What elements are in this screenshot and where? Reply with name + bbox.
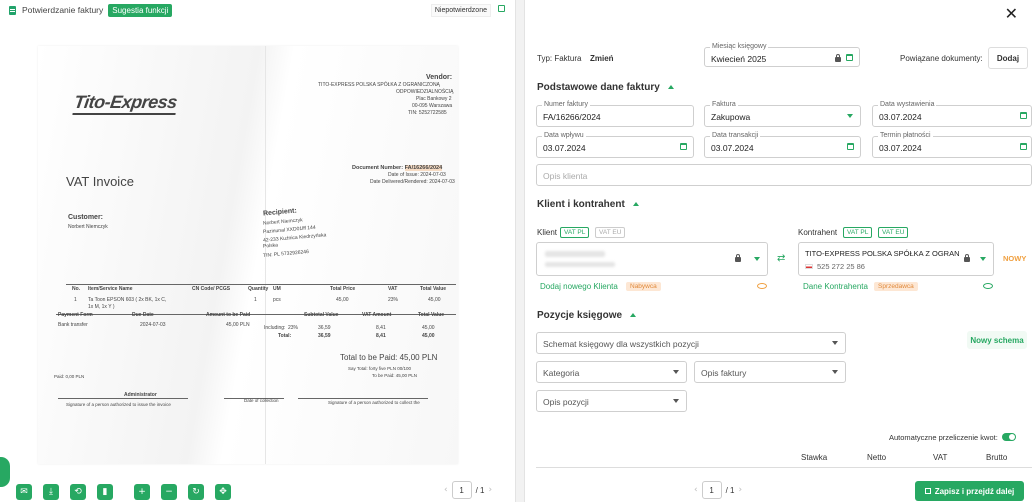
contractor-select[interactable] <box>798 242 994 276</box>
total-label: Total to be Paid: <box>340 353 398 362</box>
feature-suggestion-button[interactable]: Sugestia funkcji <box>108 4 172 17</box>
section-label: Podstawowe dane faktury <box>537 82 660 93</box>
col-cn: CN Code/ PCGS <box>192 286 231 292</box>
invoice-kind-select[interactable] <box>704 101 861 127</box>
delete-icon[interactable]: ▮ <box>97 484 113 500</box>
add-related-doc-button[interactable]: Dodaj <box>988 47 1028 69</box>
vendor-line: Plac Bankowy 2 <box>416 96 452 102</box>
customer-name: Norbert Niemczyk <box>68 224 108 230</box>
zoom-out-icon[interactable]: − <box>161 484 177 500</box>
invoice-preview-panel <box>0 0 515 502</box>
lock-icon <box>964 257 970 262</box>
lock-icon <box>735 257 741 262</box>
field-placeholder: Opis faktury <box>701 368 747 378</box>
chevron-up-icon <box>633 202 639 206</box>
col-total-value: Total Value <box>420 286 447 292</box>
next-page-icon[interactable]: › <box>738 485 743 495</box>
signature-collector: Signature of a person authorized to collect the <box>328 400 420 405</box>
collection-date: Date of collection <box>244 398 279 403</box>
field-label: Numer faktury <box>544 101 588 108</box>
doc-number: FA/16266/2024 <box>404 165 443 171</box>
doc-title: VAT Invoice <box>66 174 134 189</box>
next-page-icon[interactable]: › <box>488 485 493 495</box>
invoice-scan: Vendor: TITO-EXPRESS POLSKA SPÓŁKA Z OGRANICZONĄ ODPOWIEDZIALNOŚCIĄ Plac Bankowy 2 00-095 Warszawa TIN: 5252722585 Tito-Express VAT Invoice Document Number: FA/16266/2024 Date of Issue: 2024-07-03 Date Delivered/Rendered: 2024-07-03 Customer: Norbert Niemczyk Recipient: Norbert Niemczyk Pazinunal XXD01lff 144 42-233 Kuźnica Kiedrzyńska Polska TIN: PL 5732926246 No. Item/Service Name CN Code/ PCGS Quantity UM Total Price VAT Total Value 1 Ta Toon EPSON 603 ( 2x BK, 1x C, 1x M, 1x Y ) 1 pcs 45,00 23% 45,00 Payment Form Due Date Amount to be Paid Subtotal Value VAT Amount Total Value Bank transfer 2024-07-03 45,00 PLN Including: 23% 36,59 8,41 45,00 Total: 36,59 8,41 45,00 Total to be Paid: 45,00 PLN Say Total: forty five PLN 00/100 To be Paid: 45,00 PLN Paid: 0,00 PLN Administrator Signature of a person authorized to issue the invoice Date of collection Signature of a person authorized to collect the <box>38 46 458 464</box>
signature-issuer: Signature of a person authorized to issue the invoice <box>66 402 171 407</box>
recipient-line: Polska <box>262 242 279 250</box>
field-value: 03.07.2024 <box>543 143 586 153</box>
auto-calc-toggle[interactable] <box>1002 433 1016 441</box>
save-button-label: Zapisz i przejdź dalej <box>934 486 1015 496</box>
zoom-in-icon[interactable]: + <box>134 484 150 500</box>
client-nip-redacted <box>545 262 615 267</box>
transaction-date-field[interactable] <box>704 132 861 158</box>
chevron-down-icon <box>832 370 838 374</box>
positions-section-title[interactable] <box>537 310 636 321</box>
eye-icon[interactable] <box>983 283 993 289</box>
issue-date-field[interactable] <box>872 101 1032 127</box>
field-placeholder: Kategoria <box>543 368 580 378</box>
contractor-nip: 525 272 25 86 <box>817 262 865 271</box>
new-scheme-button[interactable]: Nowy schema <box>967 331 1027 349</box>
vendor-logo: Tito-Express <box>72 92 178 115</box>
poland-flag-icon <box>805 264 813 269</box>
download-icon[interactable]: ⤓ <box>43 484 59 500</box>
preview-toolbar <box>16 484 231 500</box>
customer-label: Customer: <box>68 214 104 221</box>
contractor-data-link[interactable]: Dane Kontrahenta <box>803 282 868 291</box>
paid-amount: Paid: 0,00 PLN <box>54 374 85 379</box>
status-badge: Niepotwierdzone <box>431 4 491 17</box>
form-pager <box>694 481 742 499</box>
document-icon <box>9 6 16 15</box>
client-select[interactable] <box>536 242 768 276</box>
contractor-vat-pl-tag[interactable]: VAT PL <box>843 227 872 238</box>
field-label: Data transakcji <box>712 132 759 139</box>
field-label: Data wpływu <box>544 132 584 139</box>
client-name-redacted <box>545 251 605 257</box>
eye-icon[interactable] <box>757 283 767 289</box>
buyer-badge: Nabywca <box>626 282 661 291</box>
field-placeholder: Schemat księgowy dla wszystkich pozycji <box>543 339 699 349</box>
accounting-month-field[interactable] <box>704 43 860 67</box>
mail-icon[interactable]: ✉ <box>16 484 32 500</box>
basic-section-title[interactable] <box>537 82 674 93</box>
calendar-icon[interactable] <box>846 54 853 61</box>
invoice-type: Typ: Faktura <box>537 54 582 63</box>
recipient-line: TIN: PL 5732926246 <box>262 249 310 259</box>
chevron-down-icon <box>754 257 760 261</box>
col-vat: VAT <box>388 286 398 292</box>
field-label: Miesiąc księgowy <box>712 43 767 50</box>
doc-number-label: Document Number: <box>352 165 404 171</box>
vendor-line: TIN: 5252722585 <box>408 110 447 116</box>
client-vat-eu-tag[interactable]: VAT EU <box>595 227 625 238</box>
seller-badge: Sprzedawca <box>874 282 918 291</box>
col-qty: Quantity <box>248 286 269 292</box>
vendor-line: ODPOWIEDZIALNOŚCIĄ <box>396 89 454 95</box>
page-total: / 1 <box>475 485 485 495</box>
page-total: / 1 <box>725 485 735 495</box>
auto-calc-label: Automatyczne przeliczenie kwot: <box>889 433 998 442</box>
field-label: Termin płatności <box>880 132 931 139</box>
recipient-line: Pazinunal XXD01lff 144 <box>262 224 316 236</box>
chat-widget-button[interactable] <box>0 457 10 487</box>
chevron-up-icon <box>668 85 674 89</box>
chevron-down-icon <box>980 257 986 261</box>
to-be-paid: To be Paid: 45,00 PLN <box>372 373 418 378</box>
prev-page-icon[interactable]: ‹ <box>444 485 448 495</box>
payment-due-field[interactable] <box>872 132 1032 158</box>
calendar-icon[interactable] <box>847 143 854 150</box>
col-gross: Brutto <box>986 453 1008 462</box>
calendar-icon[interactable] <box>1020 112 1027 119</box>
calendar-icon[interactable] <box>680 143 687 150</box>
field-value: FA/16266/2024 <box>543 112 601 122</box>
issue-date: 2024-07-03 <box>420 172 446 178</box>
recipient-label: Recipient: <box>262 207 298 218</box>
refresh-icon[interactable]: ⟲ <box>70 484 86 500</box>
field-value: 03.07.2024 <box>879 112 922 122</box>
client-vat-pl-tag[interactable]: VAT PL <box>560 227 589 238</box>
save-icon <box>925 488 931 494</box>
invoice-number-field[interactable] <box>536 101 694 127</box>
field-value: 03.07.2024 <box>879 143 922 153</box>
delivery-date-label: Date Delivered/Rendered: <box>370 179 428 185</box>
administrator-label: Administrator <box>124 392 157 398</box>
new-contractor-badge: NOWY <box>1003 254 1027 263</box>
col-total-price: Total Price <box>330 286 356 292</box>
section-label: Pozycje księgowe <box>537 310 623 321</box>
client-description-field[interactable] <box>536 164 1032 186</box>
chevron-down-icon <box>847 114 853 118</box>
preview-pager <box>444 481 492 499</box>
issue-date-label: Date of Issue: <box>388 172 419 178</box>
preview-title: Potwierdzanie faktury <box>22 5 104 15</box>
contractor-name: TITO-EXPRESS POLSKA SPÓŁKA Z OGRAN <box>805 249 960 258</box>
divider <box>536 467 1032 468</box>
change-type-link[interactable]: Zmień <box>590 54 614 63</box>
move-icon[interactable]: ✥ <box>215 484 231 500</box>
lock-icon <box>835 57 841 62</box>
field-value: Kwiecień 2025 <box>711 54 767 64</box>
add-client-link[interactable]: Dodaj nowego Klienta <box>540 282 618 291</box>
field-label: Faktura <box>712 101 736 108</box>
contractor-label: Kontrahent <box>798 228 838 237</box>
related-docs-label: Powiązane dokumenty: <box>900 54 983 63</box>
col-rate: Stawka <box>801 453 828 462</box>
swap-icon[interactable]: ⇄ <box>777 253 786 264</box>
recipient-line: 42-233 Kuźnica Kiedrzyńska <box>262 232 327 244</box>
client-label: Klient <box>537 228 558 237</box>
chevron-down-icon <box>673 370 679 374</box>
chevron-up-icon <box>630 313 636 317</box>
col-no: No. <box>72 286 81 292</box>
category-select[interactable] <box>536 361 687 383</box>
col-vat: VAT <box>933 453 948 462</box>
total-value: 45,00 PLN <box>399 353 438 362</box>
chevron-down-icon <box>832 341 838 345</box>
client-section-title[interactable] <box>537 199 639 210</box>
prev-page-icon[interactable]: ‹ <box>694 485 698 495</box>
page-input[interactable]: 1 <box>452 481 472 499</box>
section-label: Klient i kontrahent <box>537 199 625 210</box>
position-description-select[interactable] <box>536 390 687 412</box>
page-input[interactable]: 1 <box>702 481 722 499</box>
field-value: 03.07.2024 <box>711 143 754 153</box>
col-item: Item/Service Name <box>88 286 133 292</box>
save-and-next-button[interactable] <box>915 481 1024 501</box>
field-placeholder: Opis pozycji <box>543 397 589 407</box>
say-total: Say Total: forty five PLN 00/100 <box>348 366 411 371</box>
receipt-date-field[interactable] <box>536 132 694 158</box>
calendar-icon[interactable] <box>1020 143 1027 150</box>
recipient-line: Norbert Niemczyk <box>262 217 303 227</box>
field-value: Zakupowa <box>711 112 751 122</box>
field-placeholder: Opis klienta <box>543 171 588 181</box>
delivery-date: 2024-07-03 <box>429 179 455 185</box>
vendor-line: TITO-EXPRESS POLSKA SPÓŁKA Z OGRANICZONĄ <box>318 82 440 88</box>
open-external-icon[interactable] <box>498 5 505 12</box>
invoice-form-panel <box>525 0 1027 502</box>
accounting-scheme-select[interactable] <box>536 332 846 354</box>
field-label: Data wystawienia <box>880 101 935 108</box>
contractor-vat-eu-tag[interactable]: VAT EU <box>878 227 908 238</box>
chevron-down-icon <box>673 399 679 403</box>
vendor-label: Vendor: <box>426 74 453 81</box>
rotate-icon[interactable]: ↻ <box>188 484 204 500</box>
col-um: UM <box>273 286 281 292</box>
invoice-description-select[interactable] <box>694 361 846 383</box>
panel-divider[interactable] <box>515 0 525 502</box>
vendor-line: 00-095 Warszawa <box>412 103 453 109</box>
close-icon[interactable]: ✕ <box>1004 4 1018 23</box>
col-net: Netto <box>867 453 887 462</box>
